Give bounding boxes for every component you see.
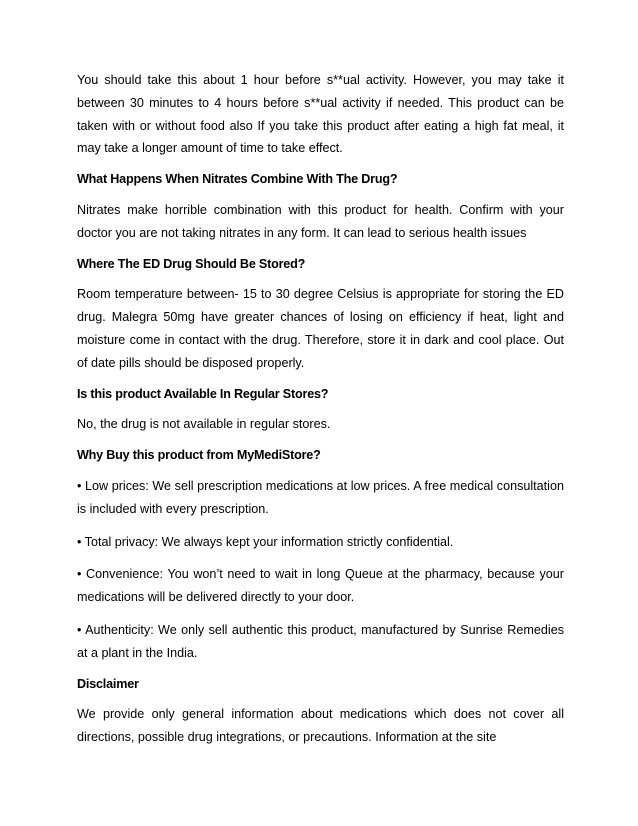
nitrates-heading: What Happens When Nitrates Combine With The Drug? (77, 172, 398, 187)
bullet-total-privacy: • Total privacy: We always kept your information strictly confidential. (77, 534, 454, 549)
why-buy-heading: Why Buy this product from MyMediStore? (77, 448, 321, 463)
intro-paragraph: You should take this about 1 hour before s**ual activity. However, you may take it between 30 minutes to 4 hours before s**ual activity if needed. This product can be taken with or without food also If you take this product after eating a high fat meal, it may take a longer amount of time to take effect. (77, 73, 564, 156)
storage-heading: Where The ED Drug Should Be Stored? (77, 256, 306, 271)
disclaimer-heading: Disclaimer (77, 676, 139, 691)
bullet-authenticity: • Authenticity: We only sell authentic this product, manufactured by Sunrise Remedies at a plant in the India. (77, 622, 564, 660)
availability-paragraph: No, the drug is not available in regular stores. (77, 417, 331, 432)
bullet-low-prices: • Low prices: We sell prescription medications at low prices. A free medical consultation is included with every prescription. (77, 478, 564, 516)
nitrates-paragraph: Nitrates make horrible combination with this product for health. Confirm with your doctor you are not taking nitrates in any form. It can lead to serious health issues (77, 202, 564, 240)
bullet-convenience: • Convenience: You won’t need to wait in long Queue at the pharmacy, because your medications will be delivered directly to your door. (77, 567, 564, 605)
disclaimer-paragraph: We provide only general information about medications which does not cover all directions, possible drug integrations, or precautions. Information at the site (77, 707, 564, 745)
storage-paragraph: Room temperature between- 15 to 30 degree Celsius is appropriate for storing the ED drug. Malegra 50mg have greater chances of losing on efficiency if heat, light and moisture come in contact with the drug. Therefore, store it in dark and cool place. Out of date pills should be disposed properly. (77, 287, 564, 370)
availability-heading: Is this product Available In Regular Stores? (77, 386, 329, 401)
